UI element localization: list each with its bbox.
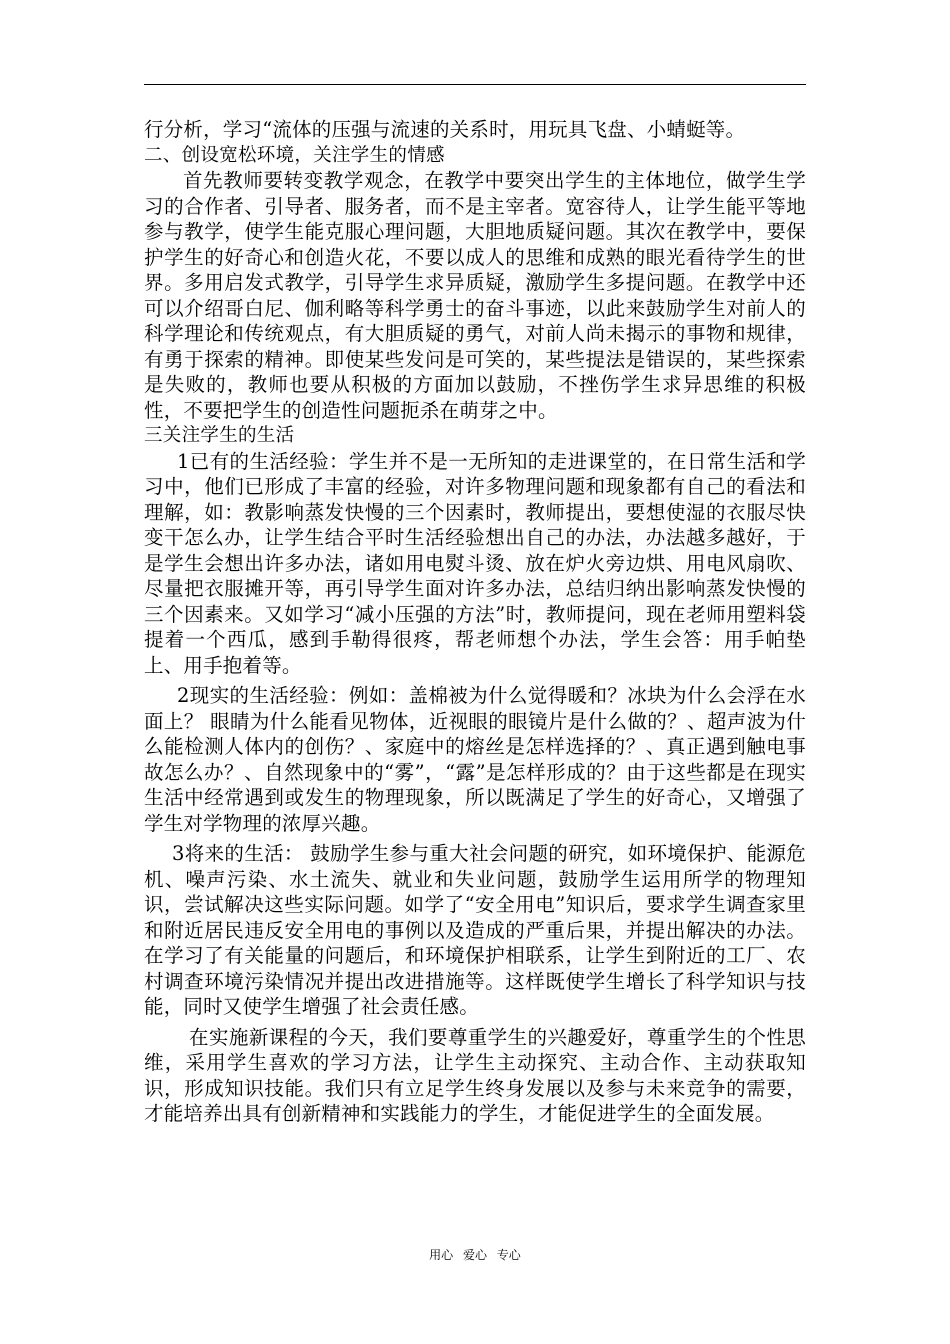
page-footer: 用心 爱心 专心 (429, 1248, 521, 1262)
paragraph-teacher-attitude: 首先教师要转变教学观念，在教学中要突出学生的主体地位，做学生学习的合作者、引导者、服务者，而不是主宰者。宽容待人，让学生能平等地参与教学，使学生能克服心理问题，大胆地质疑问题。其次在教学中，要保护学生的好奇心和创造火花，不要以成人的思维和成熟的眼光看待学生的世界。多用启发式教学，引导学生求异质疑，激励学生多提问题。在教学中还可以介绍哥白尼、伽利略等科学勇士的奋斗事迹，以此来鼓励学生对前人的科学理论和传统观点，有大胆质疑的勇气，对前人尚未揭示的事物和规律，有勇于探索的精神。即使某些发问是可笑的，某些提法是错误的，某些探索是失败的，教师也要从积极的方面加以鼓励，不挫伤学生求异思维的积极性，不要把学生的创造性问题扼杀在萌芽之中。 (144, 169, 806, 422)
document-body (144, 117, 806, 1127)
header-rule (144, 84, 806, 85)
paragraph-real-experience: 2现实的生活经验：例如：盖棉被为什么觉得暖和？冰块为什么会浮在水面上？ 眼睛为什么能看见物体，近视眼的眼镜片是什么做的？、超声波为什么能检测人体内的创伤？、家庭中的熔丝是怎样选择的？、真正遇到触电事故怎么办？、自然现象中的“雾”，“露”是怎样形成的？由于这些都是在现实生活中经常遇到或发生的物理现象，所以既满足了学生的好奇心，又增强了学生对学物理的浓厚兴趣。 (144, 684, 806, 835)
paragraph-continuation: 行分析，学习“流体的压强与流速的关系时，用玩具飞盘、小蜻蜓等。 (144, 118, 746, 141)
paragraph-future-life: 3将来的生活： 鼓励学生参与重大社会问题的研究，如环境保护、能源危机、噪声污染、水土流失、就业和失业问题，鼓励学生运用所学的物理知识，尝试解决这些实际问题。如学了“安全用电”知识后，要求学生调查家里和附近居民违反安全用电的事例以及造成的严重后果，并提出解决的办法。在学习了有关能量的问题后，和环境保护相联系，让学生到附近的工厂、农村调查环境污染情况并提出改进措施等。这样既使学生增长了科学知识与技能，同时又使学生增强了社会责任感。 (144, 842, 806, 1018)
section-heading-2: 二、创设宽松环境，关注学生的情感 (144, 144, 445, 166)
paragraph-conclusion: 在实施新课程的今天，我们要尊重学生的兴趣爱好，尊重学生的个性思维，采用学生喜欢的学习方法，让学生主动探究、主动合作、主动获取知识，形成知识技能。我们只有立足学生终身发展以及参与未来竞争的需要，才能培养出具有创新精神和实践能力的学生，才能促进学生的全面发展。 (144, 1025, 806, 1125)
section-heading-3: 三关注学生的生活 (144, 425, 295, 446)
paragraph-existing-experience: 1已有的生活经验：学生并不是一无所知的走进课堂的，在日常生活和学习中，他们已形成了丰富的经验，对许多物理问题和现象都有自己的看法和理解，如：教影响蒸发快慢的三个因素时，教师提出，要想使湿的衣服尽快变干怎么办，让学生结合平时生活经验想出自己的办法，办法越多越好，于是学生会想出许多办法，诸如用电熨斗烫、放在炉火旁边烘、用电风扇吹、尽量把衣服摊开等，再引导学生面对许多办法，总结归纳出影响蒸发快慢的三个因素来。又如学习“减小压强的方法”时，教师提问，现在老师用塑料袋提着一个西瓜，感到手勒得很疼，帮老师想个办法，学生会答：用手帕垫上、用手抱着等。 (144, 449, 806, 677)
